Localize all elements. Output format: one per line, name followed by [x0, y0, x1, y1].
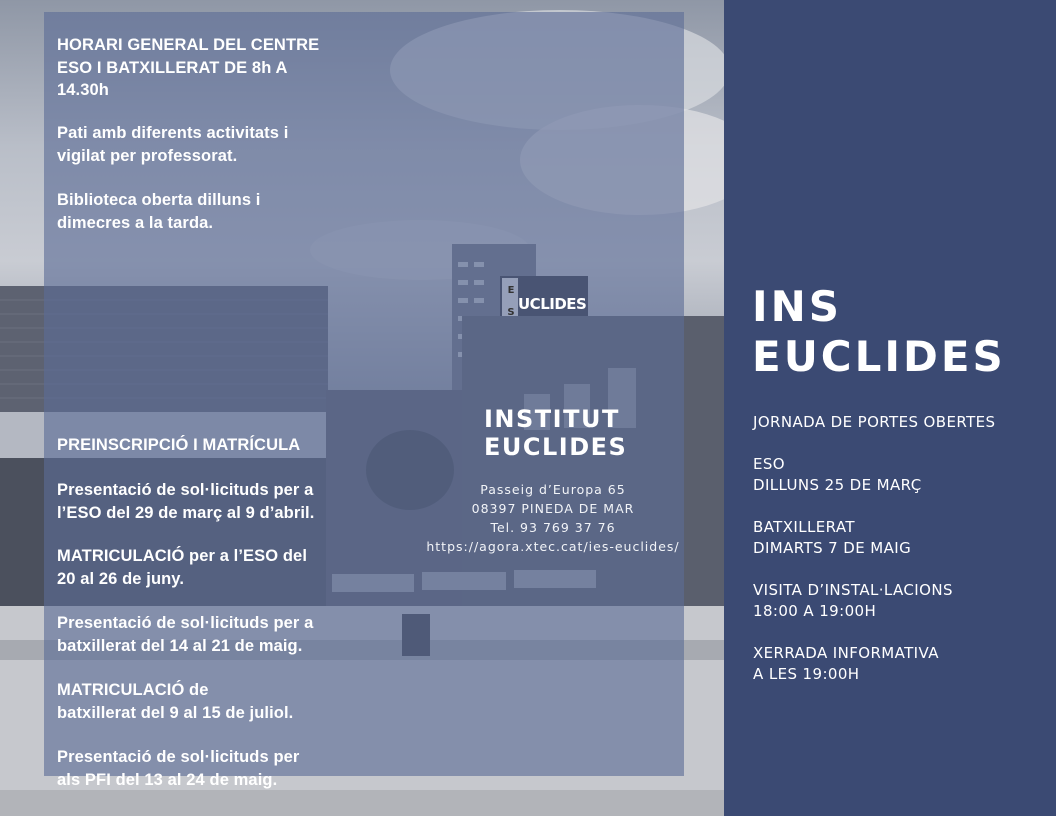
- schedule-line: ESO I BATXILLERAT DE 8h A: [57, 58, 288, 77]
- event-time: A LES 19:00H: [753, 665, 860, 683]
- institute-title-line: EUCLIDES: [484, 433, 628, 461]
- event-talk: [753, 643, 995, 685]
- building-sign-letters: E S: [507, 285, 515, 318]
- institute-url[interactable]: https://agora.xtec.cat/ies-euclides/: [426, 539, 680, 554]
- enrollment-item-line: MATRICULACIÓ de: [57, 681, 209, 699]
- enrollment-item-line: batxillerat del 9 al 15 de juliol.: [57, 703, 294, 722]
- enrollment-item: [57, 612, 313, 657]
- enrollment-item-line: batxillerat del 14 al 21 de maig.: [57, 636, 303, 655]
- institute-title-line: INSTITUT: [484, 405, 620, 433]
- event-heading: JORNADA DE PORTES OBERTES: [753, 413, 996, 431]
- enrollment-item: [57, 479, 314, 524]
- schedule-block: [57, 34, 319, 102]
- enrollment-item-line: MATRICULACIÓ per a l’ESO del: [57, 547, 308, 565]
- building-sign-text: UCLIDES: [518, 295, 587, 313]
- institute-title: [484, 405, 627, 461]
- event-label: ESO: [753, 455, 786, 473]
- library-block: [57, 189, 260, 234]
- event-date: DILLUNS 25 DE MARÇ: [753, 476, 922, 494]
- enrollment-item-line: Presentació de sol·licituds per: [57, 748, 300, 766]
- patio-line: Pati amb diferents activitats i: [57, 124, 289, 142]
- open-day-events: [753, 412, 995, 706]
- event-eso: [753, 454, 995, 496]
- enrollment-item-line: 20 al 26 de juny.: [57, 569, 185, 588]
- event-label: XERRADA INFORMATIVA: [753, 644, 939, 662]
- enrollment-heading: PREINSCRIPCIÓ I MATRÍCULA: [57, 436, 301, 454]
- institute-phone: Tel. 93 769 37 76: [490, 520, 616, 535]
- library-line: dimecres a la tarda.: [57, 213, 214, 232]
- institute-address: Passeig d’Europa 65: [480, 482, 626, 497]
- event-batxillerat: [753, 517, 995, 559]
- patio-line: vigilat per professorat.: [57, 146, 238, 165]
- event-time: 18:00 A 19:00H: [753, 602, 877, 620]
- event-label: VISITA D’INSTAL·LACIONS: [753, 581, 953, 599]
- institute-postal: 08397 PINEDA DE MAR: [471, 501, 635, 516]
- event-label: BATXILLERAT: [753, 518, 855, 536]
- patio-block: [57, 122, 288, 167]
- school-name-title: [752, 282, 1006, 382]
- enrollment-item: [57, 746, 299, 791]
- enrollment-item-line: Presentació de sol·licituds per a: [57, 481, 314, 499]
- schedule-line: HORARI GENERAL DEL CENTRE: [57, 36, 320, 54]
- event-visit: [753, 580, 995, 622]
- enrollment-item-line: als PFI del 13 al 24 de maig.: [57, 770, 278, 789]
- schedule-line: 14.30h: [57, 81, 109, 99]
- enrollment-item: [57, 679, 293, 724]
- school-name-line: INS: [752, 282, 843, 331]
- library-line: Biblioteca oberta dilluns i: [57, 191, 261, 209]
- school-name-line: EUCLIDES: [752, 332, 1006, 381]
- enrollment-item-line: Presentació de sol·licituds per a: [57, 614, 314, 632]
- enrollment-item: [57, 545, 307, 590]
- institute-contact: [424, 480, 682, 556]
- enrollment-item-line: l’ESO del 29 de març al 9 d’abril.: [57, 503, 315, 522]
- event-date: DIMARTS 7 DE MAIG: [753, 539, 912, 557]
